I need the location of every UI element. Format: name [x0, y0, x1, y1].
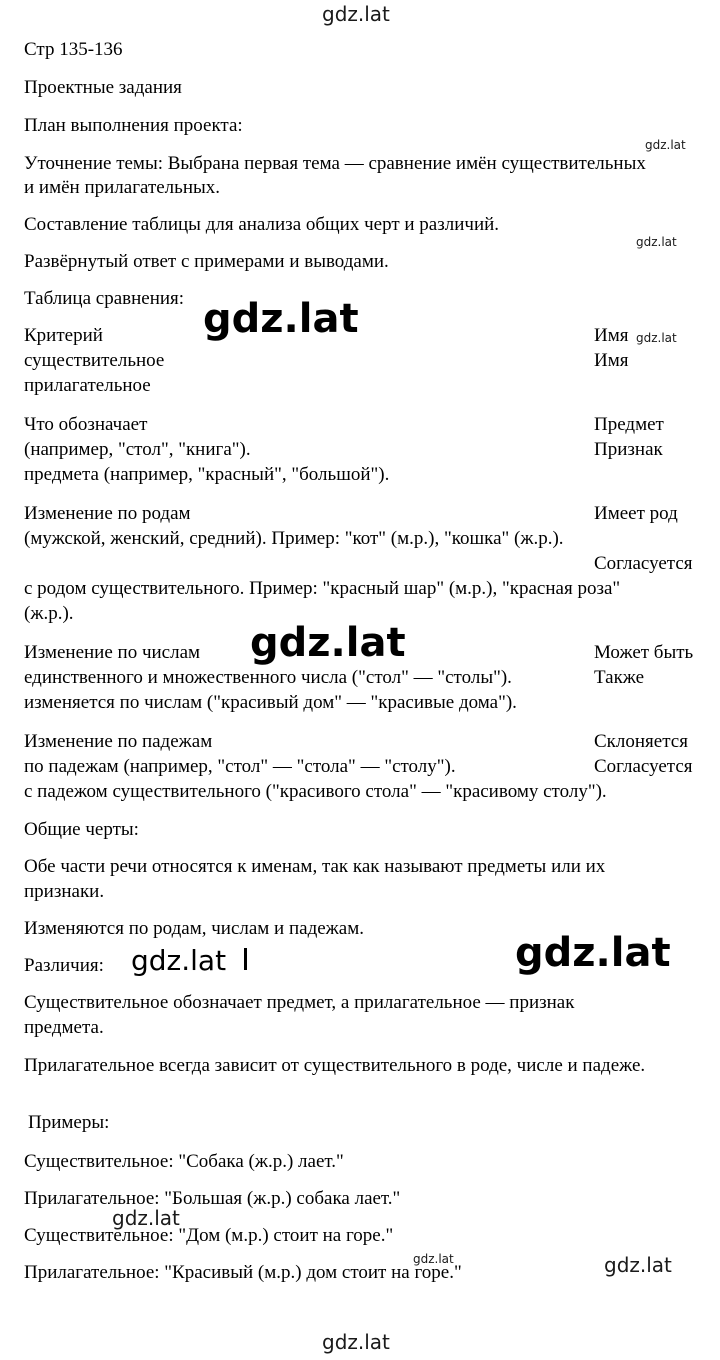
table-cell: существительное — [24, 350, 165, 371]
table-cell: Имя — [594, 325, 629, 346]
table-cell: предмета (например, "красный", "большой"). — [24, 464, 390, 485]
table-cell: Согласуется — [594, 553, 693, 574]
plan-label: План выполнения проекта: — [24, 115, 243, 136]
watermark-bar — [244, 948, 247, 970]
table-cell: Предмет — [594, 414, 664, 435]
watermark-small: gdz.lat — [413, 1252, 454, 1266]
watermark-small: gdz.lat — [645, 138, 686, 152]
example-item: Прилагательное: "Красивый (м.р.) дом стоит на горе." — [24, 1262, 462, 1283]
examples-label: Примеры: — [28, 1112, 110, 1133]
table-cell: (ж.р.). — [24, 603, 74, 624]
table-cell: Имеет род — [594, 503, 678, 524]
watermark-top: gdz.lat — [322, 2, 390, 26]
table-cell: по падежам (например, "стол" — "стола" — "столу"). — [24, 756, 456, 777]
table-cell: прилагательное — [24, 375, 151, 396]
differences-text: Существительное обозначает предмет, а прилагательное — признак — [24, 992, 575, 1013]
table-cell: (например, "стол", "книга"). — [24, 439, 251, 460]
common-label: Общие черты: — [24, 819, 139, 840]
table-cell: Имя — [594, 350, 629, 371]
watermark-large: gdz.lat — [250, 620, 406, 666]
differences-label: Различия: — [24, 955, 104, 976]
watermark-medium: gdz.lat — [604, 1253, 672, 1277]
table-cell: Согласуется — [594, 756, 693, 777]
table-label: Таблица сравнения: — [24, 288, 185, 309]
watermark-medium: gdz.lat — [131, 944, 227, 977]
table-cell: Изменение по родам — [24, 503, 191, 524]
common-text: Изменяются по родам, числам и падежам. — [24, 918, 365, 939]
table-cell: Изменение по числам — [24, 642, 201, 663]
table-cell: изменяется по числам ("красивый дом" — "красивые дома"). — [24, 692, 517, 713]
table-cell: единственного и множественного числа ("стол" — "столы"). — [24, 667, 512, 688]
plan-step-1-cont: и имён прилагательных. — [24, 177, 221, 198]
watermark-large: gdz.lat — [515, 930, 671, 976]
watermark-bottom: gdz.lat — [322, 1330, 390, 1354]
example-item: Прилагательное: "Большая (ж.р.) собака лает." — [24, 1188, 401, 1209]
watermark-small: gdz.lat — [636, 235, 677, 249]
example-item: Существительное: "Дом (м.р.) стоит на горе." — [24, 1225, 394, 1246]
watermark-small: gdz.lat — [636, 331, 677, 345]
table-cell: Склоняется — [594, 731, 688, 752]
table-cell: (мужской, женский, средний). Пример: "кот" (м.р.), "кошка" (ж.р.). — [24, 528, 564, 549]
table-cell: Критерий — [24, 325, 103, 346]
plan-step-2: Составление таблицы для анализа общих черт и различий. — [24, 214, 500, 235]
plan-step-1: Уточнение темы: Выбрана первая тема — сравнение имён существительных — [24, 153, 646, 174]
table-cell: Что обозначает — [24, 414, 148, 435]
example-item: Существительное: "Собака (ж.р.) лает." — [24, 1151, 344, 1172]
common-text: Обе части речи относятся к именам, так как называют предметы или их — [24, 856, 606, 877]
watermark-large: gdz.lat — [203, 296, 359, 342]
common-text: признаки. — [24, 881, 105, 902]
table-cell: Признак — [594, 439, 663, 460]
table-cell: с родом существительного. Пример: "красный шар" (м.р.), "красная роза" — [24, 578, 621, 599]
differences-text: Прилагательное всегда зависит от существительного в роде, числе и падеже. — [24, 1055, 646, 1076]
page-range: Стр 135-136 — [24, 39, 123, 60]
table-cell: Изменение по падежам — [24, 731, 213, 752]
table-cell: с падежом существительного ("красивого стола" — "красивому столу"). — [24, 781, 607, 802]
plan-step-3: Развёрнутый ответ с примерами и выводами. — [24, 251, 389, 272]
table-cell: Также — [594, 667, 645, 688]
section-title: Проектные задания — [24, 77, 182, 98]
watermark-medium: gdz.lat — [112, 1206, 180, 1230]
table-cell: Может быть — [594, 642, 694, 663]
differences-text: предмета. — [24, 1017, 104, 1038]
